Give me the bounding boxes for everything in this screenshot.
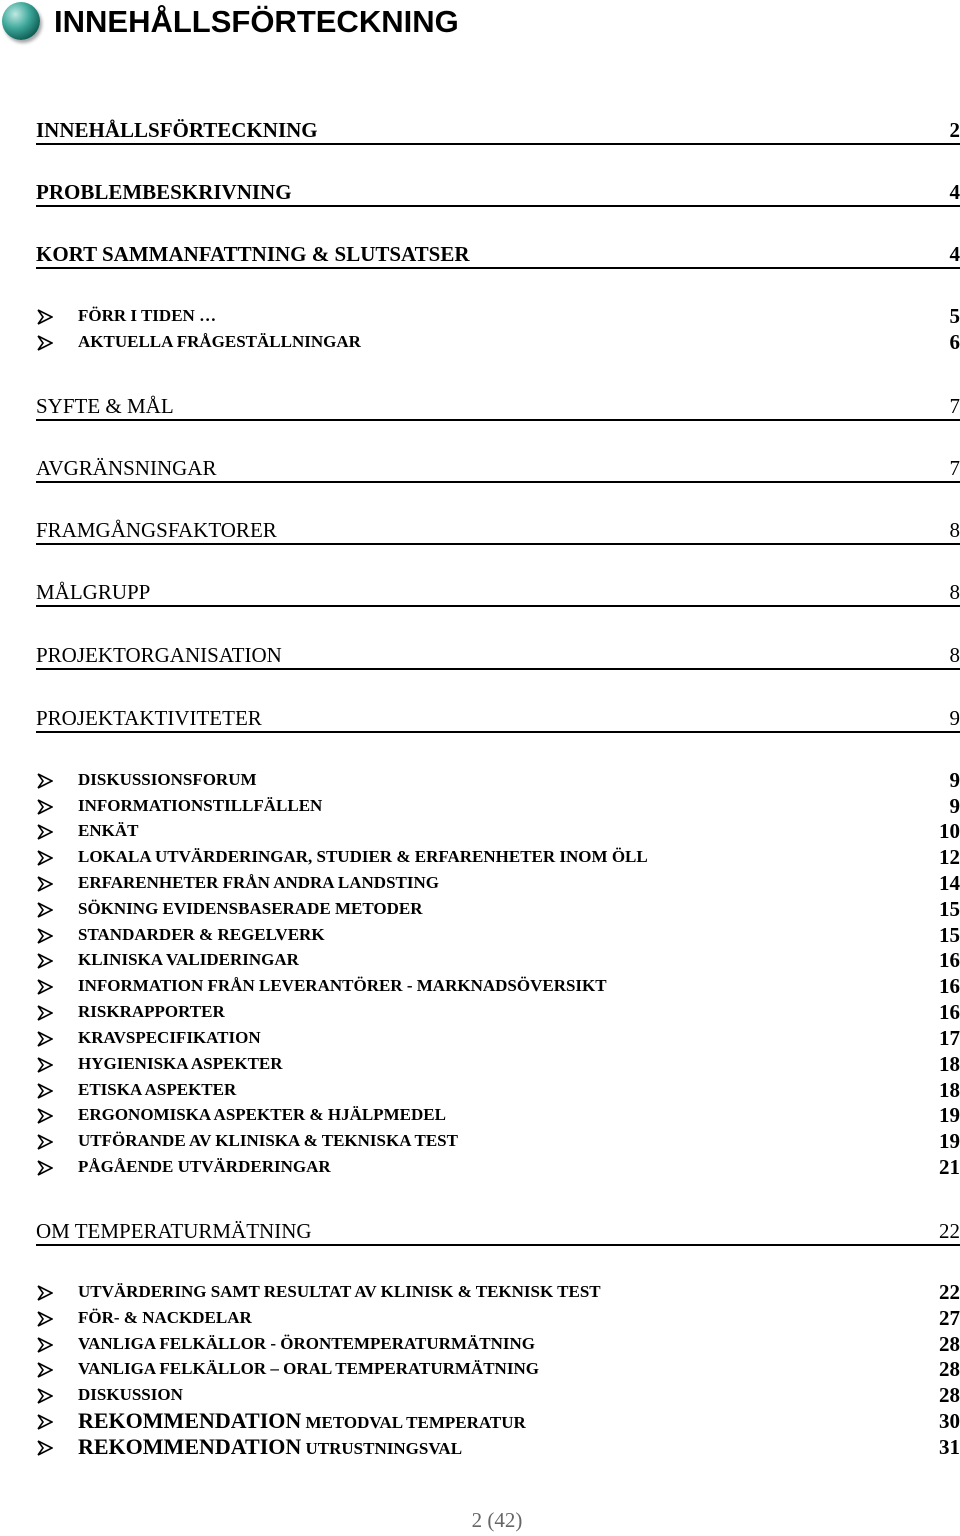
- arrowhead-bullet-icon: [37, 1102, 55, 1128]
- toc-entry-label: INFORMATIONSTILLFÄLLEN: [78, 796, 323, 815]
- arrowhead-bullet-icon: [37, 1154, 55, 1180]
- toc-page-number: 31: [939, 1435, 960, 1459]
- toc-page-number: 8: [949, 518, 960, 542]
- toc-page-number: 8: [949, 643, 960, 667]
- toc-heading-entry[interactable]: [36, 577, 960, 607]
- toc-entry-label: DISKUSSIONSFORUM: [78, 770, 257, 789]
- toc-page-number: 7: [949, 456, 960, 480]
- toc-entry-label: UTFÖRANDE AV KLINISKA & TEKNISKA TEST: [78, 1131, 458, 1150]
- toc-entry-label: AKTUELLA FRÅGESTÄLLNINGAR: [78, 332, 361, 351]
- page-number-footer: [0, 1508, 960, 1533]
- toc-page-number: 22: [939, 1219, 960, 1243]
- toc-subentry[interactable]: [0, 1434, 960, 1460]
- toc-page-number: 16: [939, 948, 960, 972]
- toc-heading-entry[interactable]: [36, 703, 960, 733]
- toc-entry-label: MÅLGRUPP: [36, 580, 151, 604]
- toc-entry-label: HYGIENISKA ASPEKTER: [78, 1054, 283, 1073]
- toc-page-number: 22: [939, 1280, 960, 1304]
- toc-page-number: 18: [939, 1078, 960, 1102]
- arrowhead-bullet-icon: [37, 1305, 55, 1331]
- arrowhead-bullet-icon: [37, 1356, 55, 1382]
- toc-heading-entry[interactable]: [36, 640, 960, 670]
- toc-page-number: 28: [939, 1357, 960, 1381]
- toc-entry-label: KLINISKA VALIDERINGAR: [78, 950, 299, 969]
- toc-page-number: 4: [949, 180, 960, 204]
- arrowhead-bullet-icon: [37, 1434, 55, 1460]
- toc-page-number: 28: [939, 1383, 960, 1407]
- toc-entry-label: RISKRAPPORTER: [78, 1002, 225, 1021]
- toc-entry-label: PROJEKTAKTIVITETER: [36, 706, 262, 730]
- arrowhead-bullet-icon: [37, 973, 55, 999]
- toc-page-number: 19: [939, 1129, 960, 1153]
- toc-page-number: 27: [939, 1306, 960, 1330]
- arrowhead-bullet-icon: [37, 1051, 55, 1077]
- toc-page-number: 15: [939, 923, 960, 947]
- toc-subentry[interactable]: [0, 1279, 960, 1305]
- toc-entry-label: KRAVSPECIFIKATION: [78, 1028, 261, 1047]
- arrowhead-bullet-icon: [37, 1025, 55, 1051]
- toc-entry-label: ETISKA ASPEKTER: [78, 1080, 237, 1099]
- toc-subentry[interactable]: [0, 1356, 960, 1382]
- toc-page-number: 4: [949, 242, 960, 266]
- toc-subentry[interactable]: [0, 1305, 960, 1331]
- toc-page-number: 16: [939, 974, 960, 998]
- arrowhead-bullet-icon: [37, 1279, 55, 1305]
- arrowhead-bullet-icon: [37, 818, 55, 844]
- toc-entry-label: ERFARENHETER FRÅN ANDRA LANDSTING: [78, 873, 439, 892]
- arrowhead-bullet-icon: [37, 999, 55, 1025]
- toc-entry-label: FÖRR I TIDEN …: [78, 306, 217, 325]
- arrowhead-bullet-icon: [37, 793, 55, 819]
- toc-entry-label: LOKALA UTVÄRDERINGAR, STUDIER & ERFARENHETER INOM ÖLL: [78, 847, 648, 866]
- toc-subentry[interactable]: [0, 896, 960, 922]
- arrowhead-bullet-icon: [37, 870, 55, 896]
- toc-subentry[interactable]: [0, 303, 960, 329]
- toc-subentry[interactable]: [0, 1331, 960, 1357]
- toc-page-number: 16: [939, 1000, 960, 1024]
- toc-entry-label: SÖKNING EVIDENSBASERADE METODER: [78, 899, 423, 918]
- toc-page-number: 19: [939, 1103, 960, 1127]
- toc-page-number: 8: [949, 580, 960, 604]
- arrowhead-bullet-icon: [37, 1331, 55, 1357]
- toc-entry-label: ERGONOMISKA ASPEKTER & HJÄLPMEDEL: [78, 1105, 446, 1124]
- toc-subentry[interactable]: [0, 947, 960, 973]
- toc-page-number: 7: [949, 394, 960, 418]
- toc-entry-label: REKOMMENDATION METODVAL TEMPERATUR: [78, 1408, 526, 1433]
- toc-subentry[interactable]: [0, 1025, 960, 1051]
- toc-page-number: 21: [939, 1155, 960, 1179]
- toc-page-number: 2: [949, 118, 960, 142]
- toc-heading-entry[interactable]: [36, 1216, 960, 1246]
- toc-heading-entry[interactable]: [36, 391, 960, 421]
- toc-entry-label: VANLIGA FELKÄLLOR - ÖRONTEMPERATURMÄTNING: [78, 1334, 535, 1353]
- toc-subentry[interactable]: [0, 1382, 960, 1408]
- toc-entry-label: OM TEMPERATURMÄTNING: [36, 1219, 312, 1243]
- toc-subentry[interactable]: [0, 767, 960, 793]
- toc-subentry[interactable]: [0, 1077, 960, 1103]
- toc-entry-label: PROJEKTORGANISATION: [36, 643, 282, 667]
- toc-subentry[interactable]: [0, 999, 960, 1025]
- arrowhead-bullet-icon: [37, 1128, 55, 1154]
- page-number: 2 (42): [471, 1508, 523, 1532]
- toc-entry-label: AVGRÄNSNINGAR: [36, 456, 217, 480]
- toc-subentry[interactable]: [0, 844, 960, 870]
- toc-page-number: 9: [949, 768, 960, 792]
- toc-page-number: 28: [939, 1332, 960, 1356]
- arrowhead-bullet-icon: [37, 947, 55, 973]
- toc-subentry[interactable]: [0, 1051, 960, 1077]
- arrowhead-bullet-icon: [37, 329, 55, 355]
- toc-entry-label: INFORMATION FRÅN LEVERANTÖRER - MARKNADSÖVERSIKT: [78, 976, 607, 995]
- toc-subentry[interactable]: [0, 1154, 960, 1180]
- toc-subentry[interactable]: [0, 793, 960, 819]
- arrowhead-bullet-icon: [37, 767, 55, 793]
- toc-page-number: 12: [939, 845, 960, 869]
- toc-page-number: 15: [939, 897, 960, 921]
- arrowhead-bullet-icon: [37, 303, 55, 329]
- toc-page-number: 17: [939, 1026, 960, 1050]
- toc-entry-label: FRAMGÅNGSFAKTORER: [36, 518, 277, 542]
- arrowhead-bullet-icon: [37, 1077, 55, 1103]
- toc-entry-label: KORT SAMMANFATTNING & SLUTSATSER: [36, 242, 470, 266]
- toc-entry-label-lead: REKOMMENDATION: [78, 1434, 302, 1459]
- toc-entry-label: ENKÄT: [78, 821, 139, 840]
- toc-heading-entry[interactable]: [36, 239, 960, 269]
- arrowhead-bullet-icon: [37, 844, 55, 870]
- toc-subentry[interactable]: [0, 1102, 960, 1128]
- toc-entry-label: VANLIGA FELKÄLLOR – ORAL TEMPERATURMÄTNING: [78, 1359, 539, 1378]
- toc-entry-label: STANDARDER & REGELVERK: [78, 925, 325, 944]
- toc-page-number: 5: [949, 304, 960, 328]
- arrowhead-bullet-icon: [37, 896, 55, 922]
- toc-entry-label: PÅGÅENDE UTVÄRDERINGAR: [78, 1157, 331, 1176]
- toc-heading-entry[interactable]: [36, 453, 960, 483]
- toc-page-number: 18: [939, 1052, 960, 1076]
- toc-page-number: 6: [949, 330, 960, 354]
- toc-page-number: 9: [949, 794, 960, 818]
- arrowhead-bullet-icon: [37, 1382, 55, 1408]
- toc-subentry[interactable]: [0, 922, 960, 948]
- toc-entry-label-lead: REKOMMENDATION: [78, 1408, 302, 1433]
- toc-heading-entry[interactable]: [36, 177, 960, 207]
- toc-entry-label: REKOMMENDATION UTRUSTNINGSVAL: [78, 1434, 463, 1459]
- arrowhead-bullet-icon: [37, 1408, 55, 1434]
- toc-entry-label: SYFTE & MÅL: [36, 394, 174, 418]
- toc-page-number: 30: [939, 1409, 960, 1433]
- toc-heading-entry[interactable]: [36, 115, 960, 145]
- toc-page-number: 9: [949, 706, 960, 730]
- toc-subentry[interactable]: [0, 973, 960, 999]
- toc-entry-label: PROBLEMBESKRIVNING: [36, 180, 292, 204]
- toc-entry-label: INNEHÅLLSFÖRTECKNING: [36, 118, 318, 142]
- arrowhead-bullet-icon: [37, 922, 55, 948]
- toc-subentry[interactable]: [0, 329, 960, 355]
- toc-heading-entry[interactable]: [36, 515, 960, 545]
- toc-entry-label: UTVÄRDERING SAMT RESULTAT AV KLINISK & TEKNISK TEST: [78, 1282, 601, 1301]
- toc-entry-label: DISKUSSION: [78, 1385, 183, 1404]
- page-title: INNEHÅLLSFÖRTECKNING: [54, 4, 459, 39]
- toc-entry-label: FÖR- & NACKDELAR: [78, 1308, 252, 1327]
- toc-page-number: 10: [939, 819, 960, 843]
- toc-subentry[interactable]: [0, 818, 960, 844]
- toc-subentry[interactable]: [0, 1128, 960, 1154]
- toc-subentry[interactable]: [0, 870, 960, 896]
- toc-page-number: 14: [939, 871, 960, 895]
- toc-subentry[interactable]: [0, 1408, 960, 1434]
